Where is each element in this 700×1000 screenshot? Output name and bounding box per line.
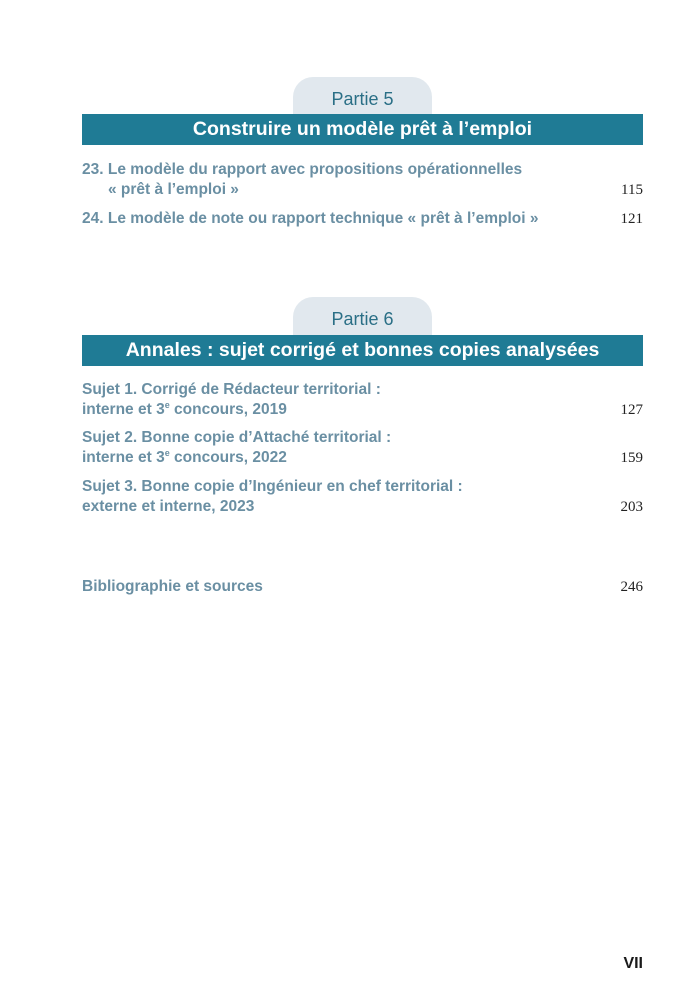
toc-entry-line: « prêt à l’emploi » — [108, 181, 239, 198]
toc-entry-line: 23. Le modèle du rapport avec propositions opérationnelles — [82, 161, 523, 178]
toc-page-number: 127 — [620, 402, 643, 418]
ordinal-suffix: e — [164, 400, 170, 410]
part-6-title: Annales : sujet corrigé et bonnes copies analysées — [82, 335, 643, 366]
toc-entry-line: Sujet 2. Bonne copie d’Attaché territorial : — [82, 429, 392, 446]
toc-entry-text: concours, 2022 — [169, 449, 287, 466]
toc-entry-line — [82, 400, 643, 420]
toc-page-number: 115 — [621, 182, 643, 198]
toc-entry-sujet-2[interactable] — [82, 428, 643, 468]
toc-entry-line: 24. Le modèle de note ou rapport technique « prêt à l’emploi » — [82, 210, 539, 227]
toc-entry-line — [82, 448, 643, 468]
toc-entry-text: interne et 3 — [82, 401, 165, 418]
toc-entry-24[interactable] — [82, 209, 643, 229]
toc-entry-line: Bibliographie et sources — [82, 578, 263, 595]
toc-entry-bibliography[interactable] — [82, 577, 643, 597]
toc-entry-line: Sujet 1. Corrigé de Rédacteur territorial : — [82, 381, 381, 398]
part-5-tab: Partie 5 — [293, 77, 432, 117]
toc-page-number: 246 — [620, 579, 643, 595]
toc-page-number: 203 — [620, 499, 643, 515]
toc-entry-line: Sujet 3. Bonne copie d’Ingénieur en chef territorial : — [82, 478, 463, 495]
toc-entry-line: externe et interne, 2023 — [82, 498, 255, 515]
part-5-title: Construire un modèle prêt à l’emploi — [82, 114, 643, 145]
toc-entry-sujet-3[interactable] — [82, 477, 643, 517]
ordinal-suffix: e — [164, 448, 170, 458]
toc-entry-text: interne et 3 — [82, 449, 165, 466]
toc-entry-text: concours, 2019 — [169, 401, 287, 418]
toc-entry-23[interactable] — [82, 160, 643, 200]
page-folio: VII — [623, 955, 643, 972]
toc-page-number: 159 — [620, 450, 643, 466]
toc-entry-sujet-1[interactable] — [82, 380, 643, 420]
part-6-tab: Partie 6 — [293, 297, 432, 337]
toc-page-number: 121 — [620, 211, 643, 227]
